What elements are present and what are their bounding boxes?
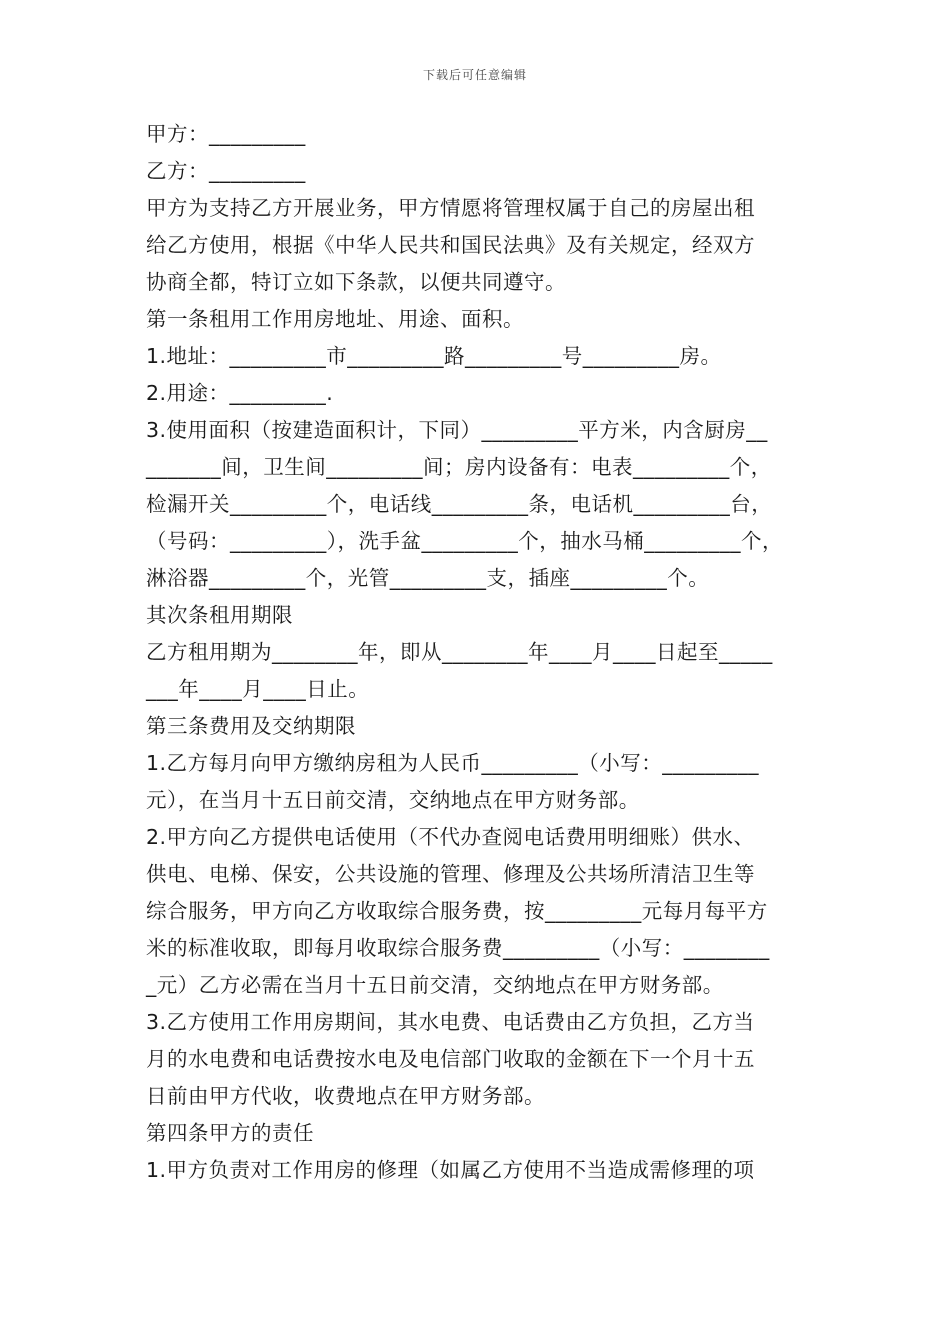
clause-line: 元），在当月十五日前交清，交纳地点在甲方财务部。 [146, 788, 640, 812]
clause-line: 米的标准收取，即每月收取综合服务费_________（小写：________ [146, 936, 770, 960]
clause-line: 1.甲方负责对工作用房的修理（如属乙方使用不当造成需修理的项 [146, 1158, 755, 1182]
article-heading: 第一条租用工作用房地址、用途、面积。 [146, 307, 524, 331]
contract-body [146, 116, 826, 1189]
clause-line: 2.用途：_________. [146, 381, 334, 405]
page-header-note: 下载后可任意编辑 [422, 68, 527, 82]
clause-line: （号码：_________），洗手盆_________个，抽水马桶_________个， [146, 529, 783, 553]
preamble-line: 甲方为支持乙方开展业务，甲方情愿将管理权属于自己的房屋出租 [146, 196, 755, 220]
clause-line: _元）乙方必需在当月十五日前交清，交纳地点在甲方财务部。 [146, 973, 724, 997]
clause-line: ___年____月____日止。 [146, 677, 370, 701]
clause-line: 1.地址：_________市_________路_________号_________房。 [146, 344, 722, 368]
party-b-line: 乙方：_________ [146, 159, 306, 183]
clause-line: 乙方租用期为________年，即从________年____月____日起至_____ [146, 640, 773, 664]
clause-line: 3.使用面积（按建造面积计，下同）_________平方米，内含厨房__ [146, 418, 768, 442]
preamble-line: 给乙方使用，根据《中华人民共和国民法典》及有关规定，经双方 [146, 233, 755, 257]
clause-line: 检漏开关_________个，电话线_________条，电话机_________台， [146, 492, 773, 516]
clause-line: 供电、电梯、保安，公共设施的管理、修理及公共场所清洁卫生等 [146, 862, 755, 886]
clause-line: 3.乙方使用工作用房期间，其水电费、电话费由乙方负担，乙方当 [146, 1010, 755, 1034]
clause-line: _______间，卫生间_________间；房内设备有：电表_________个， [146, 455, 772, 479]
clause-line: 1.乙方每月向甲方缴纳房租为人民币_________（小写：_________ [146, 751, 760, 775]
article-heading: 第四条甲方的责任 [146, 1121, 314, 1145]
clause-line: 日前由甲方代收，收费地点在甲方财务部。 [146, 1084, 545, 1108]
party-a-line: 甲方：_________ [146, 122, 306, 146]
clause-line: 综合服务，甲方向乙方收取综合服务费，按_________元每月每平方 [146, 899, 768, 923]
preamble-line: 协商全都，特订立如下条款，以便共同遵守。 [146, 270, 566, 294]
clause-line: 月的水电费和电话费按水电及电信部门收取的金额在下一个月十五 [146, 1047, 755, 1071]
article-heading: 第三条费用及交纳期限 [146, 714, 356, 738]
clause-line: 淋浴器_________个，光管_________支，插座_________个。 [146, 566, 710, 590]
clause-line: 2.甲方向乙方提供电话使用（不代办查阅电话费用明细账）供水、 [146, 825, 755, 849]
article-heading: 其次条租用期限 [146, 603, 293, 627]
